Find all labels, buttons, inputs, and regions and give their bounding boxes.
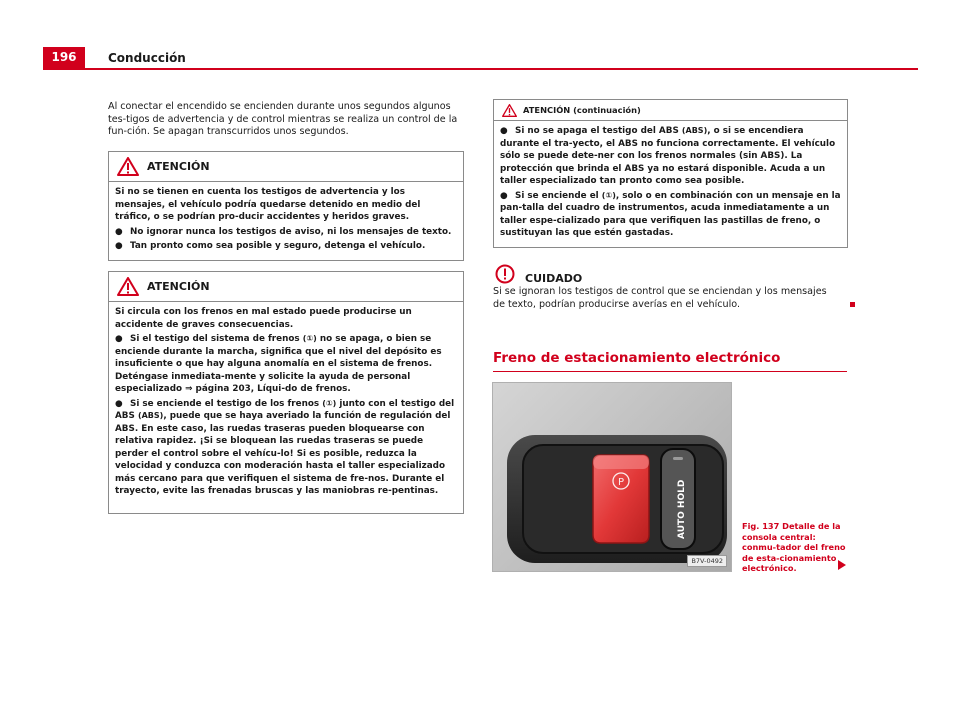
abs-warning-icon: (ABS) (681, 126, 708, 135)
chapter-title: Conducción (108, 51, 186, 65)
abs-warning-icon: (ABS) (137, 411, 164, 420)
section-rule (493, 371, 847, 372)
warning-bullet: ● Si se enciende el (①), solo o en combinación con un mensaje en la pan-talla del cuadro de instrumentos, acuda inmediatamente a un taller espe-cializado para que verifiquen las pastillas de freno, o sustituyan las que estén gastadas. (500, 190, 841, 238)
brake-pad-icon: (①) (601, 190, 616, 200)
warning-title: ATENCIÓN (continuación) (523, 105, 641, 115)
continue-arrow-icon (838, 560, 846, 570)
warning-title: ATENCIÓN (147, 160, 210, 173)
warning-header (109, 152, 463, 182)
warning-paragraph: Si circula con los frenos en mal estado puede producirse un accidente de graves consecuencias. (115, 307, 412, 330)
warning-box-1 (108, 151, 464, 261)
svg-text:P: P (617, 477, 625, 488)
section-title: Freno de estacionamiento electrónico (493, 350, 781, 366)
intro-text: Al conectar el encendido se encienden durante unos segundos algunos tes-tigos de advertencia y de control mientras se realiza un control de la fun-ción. Se apagan transcurridos unos segundos. (108, 101, 458, 138)
figure-caption: Fig. 137 Detalle de la consola central: conmu-tador del freno de esta-cionamiento electrónico. (742, 521, 846, 574)
bullet-icon: ● (115, 398, 123, 409)
auto-hold-label: AUTO HOLD (677, 479, 687, 539)
bullet-icon: ● (115, 241, 123, 251)
care-text: Si se ignoran los testigos de control que se enciendan y los mensajes de texto, podrían producirse averías en el vehículo. (493, 286, 827, 310)
bullet-icon: ● (500, 126, 508, 136)
care-title: CUIDADO (525, 272, 583, 285)
warning-title: ATENCIÓN (147, 280, 210, 293)
care-block (493, 286, 841, 311)
brake-warning-icon: (①) (302, 334, 317, 343)
bullet-icon: ● (500, 190, 508, 201)
warning-body (494, 121, 847, 247)
console-figure (492, 382, 732, 572)
parking-brake-illustration (493, 383, 732, 572)
bullet-icon: ● (115, 226, 123, 237)
care-header (495, 262, 582, 285)
page-number: 196 (43, 47, 85, 68)
warning-bullet: ● Tan pronto como sea posible y seguro, detenga el vehículo. (115, 241, 426, 251)
warning-header (494, 100, 847, 121)
warning-box-2 (108, 271, 464, 514)
intro-block (108, 101, 464, 139)
warning-box-continued (493, 99, 848, 248)
end-of-section-marker (850, 302, 855, 307)
warning-bullet: ● Si el testigo del sistema de frenos (①) no se apaga, o bien se enciende durante la marcha, significa que el nivel del depósito es insuficiente o que hay alguna anomalía en el sistema de frenos. Deténgase inmediata-mente y solicite la ayuda de personal especializado ⇒ página 203, Líqui-do de frenos. (115, 334, 442, 394)
warning-paragraph: Si no se tienen en cuenta los testigos de advertencia y los mensajes, el vehículo podría quedarse detenido en medio del tráfico, o se podrían pro-ducir accidentes y heridos graves. (115, 187, 421, 222)
warning-bullet: ● Si se enciende el testigo de los frenos (①) junto con el testigo del ABS (ABS), puede que se haya averiado la función de regulación del ABS. En este caso, las ruedas traseras pueden bloquearse con relativa rapidez. ¡Si se bloquean las ruedas traseras se puede perder el control sobre el vehícu-lo! Si es posible, reduzca la velocidad y conduzca con moderación hasta el taller especializado más cercano para que verifiquen el sistema de fre-nos. Durante el trayecto, evite las frenadas bruscas y las maniobras re-pentinas. (115, 398, 455, 496)
warning-bullet: ● Si no se apaga el testigo del ABS (ABS), o si se encendiera durante el tra-yecto, el ABS no funciona correctamente. El vehículo sólo se puede dete-ner con los frenos normales (sin ABS). La protección que brinda el ABS ya no estará disponible. Acuda a un taller especializado tan pronto como sea posible. (500, 126, 836, 186)
warning-triangle-icon (117, 277, 139, 296)
warning-triangle-icon (117, 157, 139, 176)
figure-code: B7V-0492 (687, 555, 727, 567)
warning-bullet: ● No ignorar nunca los testigos de aviso, ni los mensajes de texto. (115, 226, 452, 237)
brake-warning-icon: (①) (322, 398, 337, 408)
warning-triangle-icon (502, 104, 517, 117)
warning-body (109, 182, 463, 260)
bullet-icon: ● (115, 334, 123, 344)
warning-body (109, 302, 463, 505)
caution-circle-icon (495, 264, 515, 284)
header-rule (43, 68, 918, 70)
warning-header (109, 272, 463, 302)
